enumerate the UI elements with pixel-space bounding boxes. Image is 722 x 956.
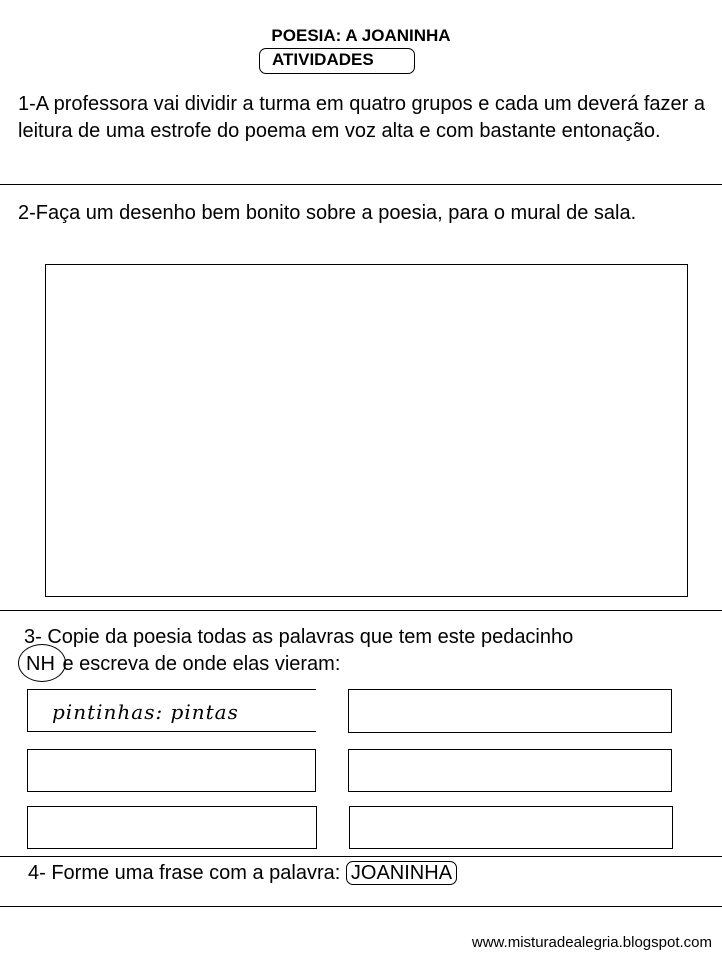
joaninha-word: JOANINHA: [346, 861, 457, 885]
question-4-text: 4- Forme uma frase com a palavra:: [28, 862, 341, 884]
nh-circle: [18, 644, 66, 682]
divider-2: [0, 610, 722, 611]
page-subtitle: ATIVIDADES: [272, 50, 374, 69]
answer-line[interactable]: [0, 906, 722, 907]
answer-example: pintinhas: pintas: [52, 700, 239, 724]
answer-box-5[interactable]: [348, 749, 672, 792]
question-3-text-end: e escreva de onde elas vieram:: [62, 653, 341, 675]
page-title: POESIA: A JOANINHA: [271, 26, 451, 45]
answer-box-2[interactable]: [27, 749, 316, 792]
answer-box-4[interactable]: [348, 689, 672, 733]
question-3-text: 3- Copie da poesia todas as palavras que tem este pedacinho: [24, 626, 574, 648]
footer-url: www.misturadealegria.blogspot.com: [471, 934, 712, 951]
question-1: 1-A professora vai dividir a turma em quatro grupos e cada um deverá fazer a leitura de uma estrofe do poema em voz alta e com bastante entonação.: [18, 93, 706, 142]
question-3: [24, 624, 714, 678]
question-4: [28, 860, 718, 887]
nh-highlight: [24, 651, 57, 678]
drawing-box[interactable]: [45, 264, 688, 597]
answer-box-3[interactable]: [27, 806, 317, 849]
question-2: 2-Faça um desenho bem bonito sobre a poesia, para o mural de sala.: [18, 202, 637, 224]
divider-1: [0, 184, 722, 185]
divider-3: [0, 856, 722, 857]
nh-text: NH: [26, 653, 55, 675]
answer-box-6[interactable]: [349, 806, 673, 849]
